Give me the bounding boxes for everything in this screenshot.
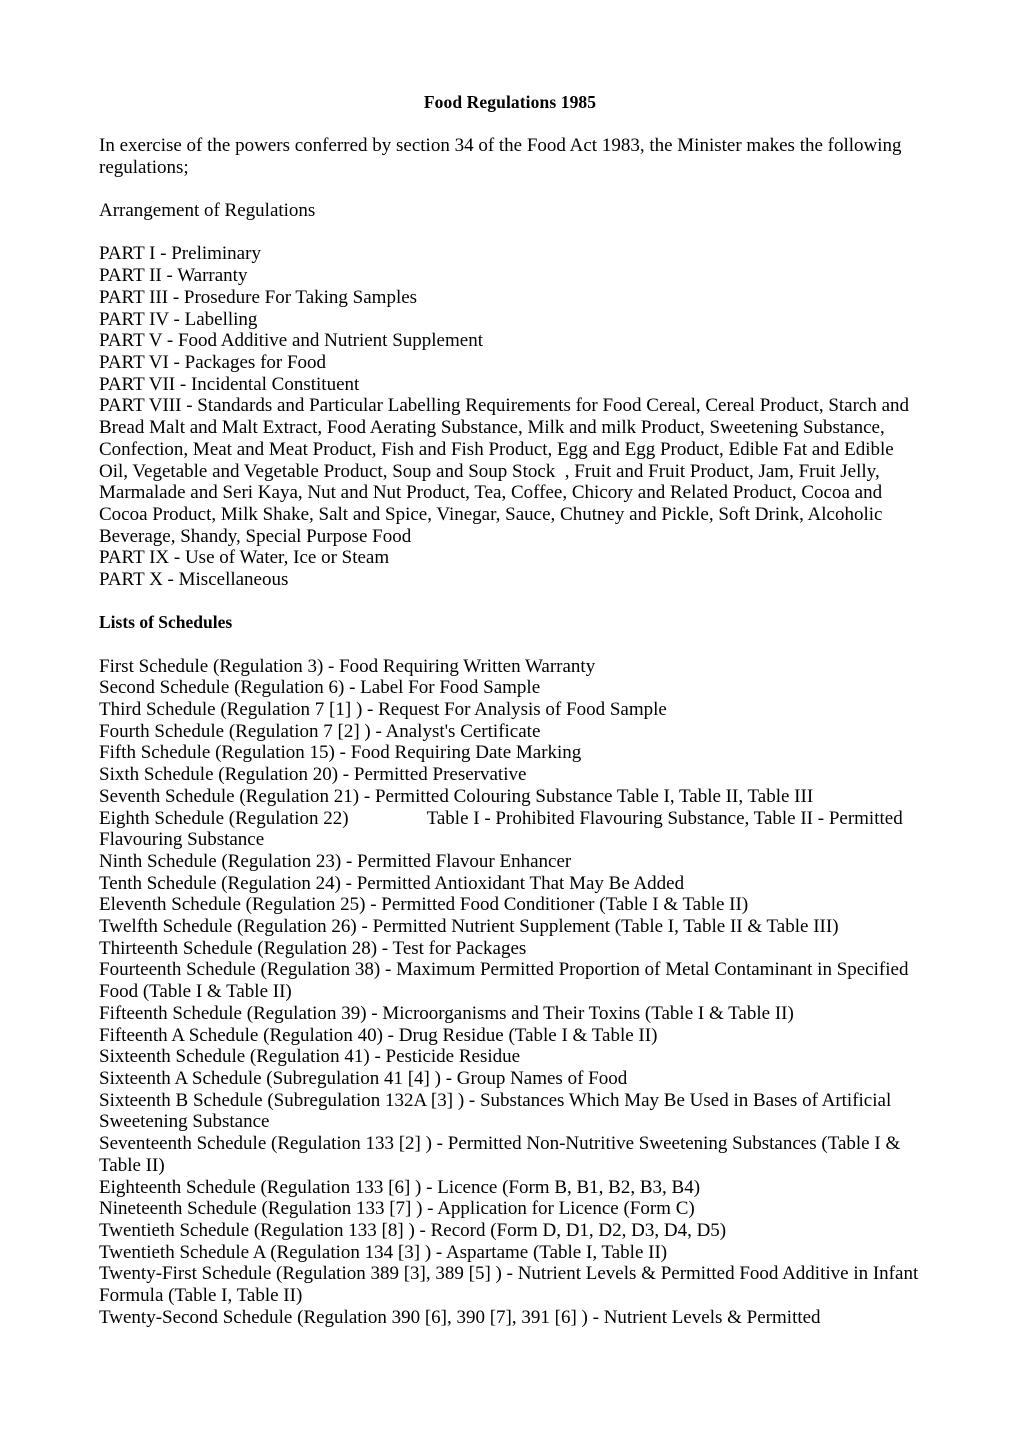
page-title: Food Regulations 1985 <box>423 92 597 112</box>
schedules-list <box>99 656 921 1329</box>
list-item-schedule: Sixteenth A Schedule (Subregulation 41 [4] ) - Group Names of Food <box>99 1067 628 1089</box>
list-item-schedule: Sixteenth B Schedule (Subregulation 132A [3] ) - Substances Which May Be Used in Bases of Artificial Sweetening Substance <box>99 1089 896 1133</box>
list-item-schedule: Nineteenth Schedule (Regulation 133 [7] ) - Application for Licence (Form C) <box>99 1198 695 1220</box>
list-item-schedule: Seventeenth Schedule (Regulation 133 [2] ) - Permitted Non-Nutritive Sweetening Substances (Table I & Table II) <box>99 1133 905 1176</box>
list-item-schedule: Thirteenth Schedule (Regulation 28) - Test for Packages <box>99 937 527 959</box>
spacer <box>99 114 921 136</box>
list-item-schedule: Fourth Schedule (Regulation 7 [2] ) - Analyst's Certificate <box>99 720 541 742</box>
document-body <box>99 92 921 1328</box>
list-item-schedule: Eighteenth Schedule (Regulation 133 [6] ) - Licence (Form B, B1, B2, B3, B4) <box>99 1176 701 1198</box>
list-item-part: PART V - Food Additive and Nutrient Supplement <box>99 330 483 352</box>
preamble-paragraph: In exercise of the powers conferred by section 34 of the Food Act 1983, the Minister makes the following regulations; <box>99 135 902 178</box>
list-item-schedule: Eleventh Schedule (Regulation 25) - Permitted Food Conditioner (Table I & Table II) <box>99 894 749 916</box>
list-item-part: PART VII - Incidental Constituent <box>99 373 360 395</box>
list-item-schedule: Fifth Schedule (Regulation 15) - Food Requiring Date Marking <box>99 742 582 764</box>
schedules-heading: Lists of Schedules <box>99 612 233 633</box>
list-item-part: PART III - Prosedure For Taking Samples <box>99 286 418 308</box>
list-item-schedule: Tenth Schedule (Regulation 24) - Permitted Antioxidant That May Be Added <box>99 872 685 894</box>
spacer <box>99 634 921 656</box>
list-item-schedule: Sixteenth Schedule (Regulation 41) - Pesticide Residue <box>99 1046 521 1068</box>
parts-list <box>99 243 921 590</box>
list-item-schedule: Ninth Schedule (Regulation 23) - Permitted Flavour Enhancer <box>99 850 572 872</box>
list-item-schedule: Seventh Schedule (Regulation 21) - Permitted Colouring Substance Table I, Table II, Table III <box>99 785 814 807</box>
list-item-schedule: Twelfth Schedule (Regulation 26) - Permitted Nutrient Supplement (Table I, Table II & Table III) <box>99 916 839 938</box>
list-item-schedule: Fourteenth Schedule (Regulation 38) - Maximum Permitted Proportion of Metal Contaminant in Specified Food (Table I & Table II) <box>99 959 914 1003</box>
list-item-schedule: Sixth Schedule (Regulation 20) - Permitted Preservative <box>99 764 527 786</box>
list-item-part: PART VIII - Standards and Particular Labelling Requirements for Food Cereal, Cereal Product, Starch and Bread Malt and Malt Extract, Food Aerating Substance, Milk and milk Product, Sweetening Substance, Confection, Meat and Meat Product, Fish and Fish Product, Egg and Egg Product, Edible Fat and Edible Oil, Vegetable and Vegetable Product, Soup and Soup Stock , Fruit and Fruit Product, Jam, Fruit Jelly, Marmalade and Seri Kaya, Nut and Nut Product, Tea, Coffee, Chicory and Related Product, Cocoa and Cocoa Product, Milk Shake, Salt and Spice, Vinegar, Sauce, Chutney and Pickle, Soft Drink, Alcoholic Beverage, Shandy, Special Purpose Food <box>99 395 914 547</box>
list-item-schedule: Third Schedule (Regulation 7 [1] ) - Request For Analysis of Food Sample <box>99 699 667 721</box>
list-item-schedule-eighth <box>99 808 921 851</box>
list-item-part: PART IV - Labelling <box>99 308 258 330</box>
list-item-schedule: Twenty-Second Schedule (Regulation 390 [6], 390 [7], 391 [6] ) - Nutrient Levels & Permitted <box>99 1306 821 1328</box>
list-item-part: PART VI - Packages for Food <box>99 352 327 373</box>
eighth-schedule-rest: Table I - Prohibited Flavouring Substance, Table II - Permitted Flavouring Substance <box>99 807 903 851</box>
list-item-part: PART II - Warranty <box>99 265 248 287</box>
spacer <box>99 591 921 613</box>
list-item-schedule: Twentieth Schedule (Regulation 133 [8] ) - Record (Form D, D1, D2, D3, D4, D5) <box>99 1219 727 1241</box>
list-item-part: PART IX - Use of Water, Ice or Steam <box>99 547 390 569</box>
spacer <box>99 222 921 244</box>
list-item-schedule: Twentieth Schedule A (Regulation 134 [3] ) - Aspartame (Table I, Table II) <box>99 1241 668 1263</box>
spacer <box>99 179 921 201</box>
eighth-schedule-lead: Eighth Schedule (Regulation 22) <box>99 807 349 829</box>
arrangement-heading: Arrangement of Regulations <box>99 200 316 222</box>
list-item-part: PART I - Preliminary <box>99 243 261 265</box>
list-item-schedule: Fifteenth A Schedule (Regulation 40) - Drug Residue (Table I & Table II) <box>99 1024 658 1046</box>
list-item-schedule: Second Schedule (Regulation 6) - Label For Food Sample <box>99 677 541 699</box>
list-item-schedule: Fifteenth Schedule (Regulation 39) - Microorganisms and Their Toxins (Table I & Table II) <box>99 1002 794 1024</box>
list-item-part: PART X - Miscellaneous <box>99 569 289 591</box>
list-item-schedule: First Schedule (Regulation 3) - Food Requiring Written Warranty <box>99 655 596 677</box>
list-item-schedule: Twenty-First Schedule (Regulation 389 [3], 389 [5] ) - Nutrient Levels & Permitted Food Additive in Infant Formula (Table I, Table II) <box>99 1263 923 1307</box>
